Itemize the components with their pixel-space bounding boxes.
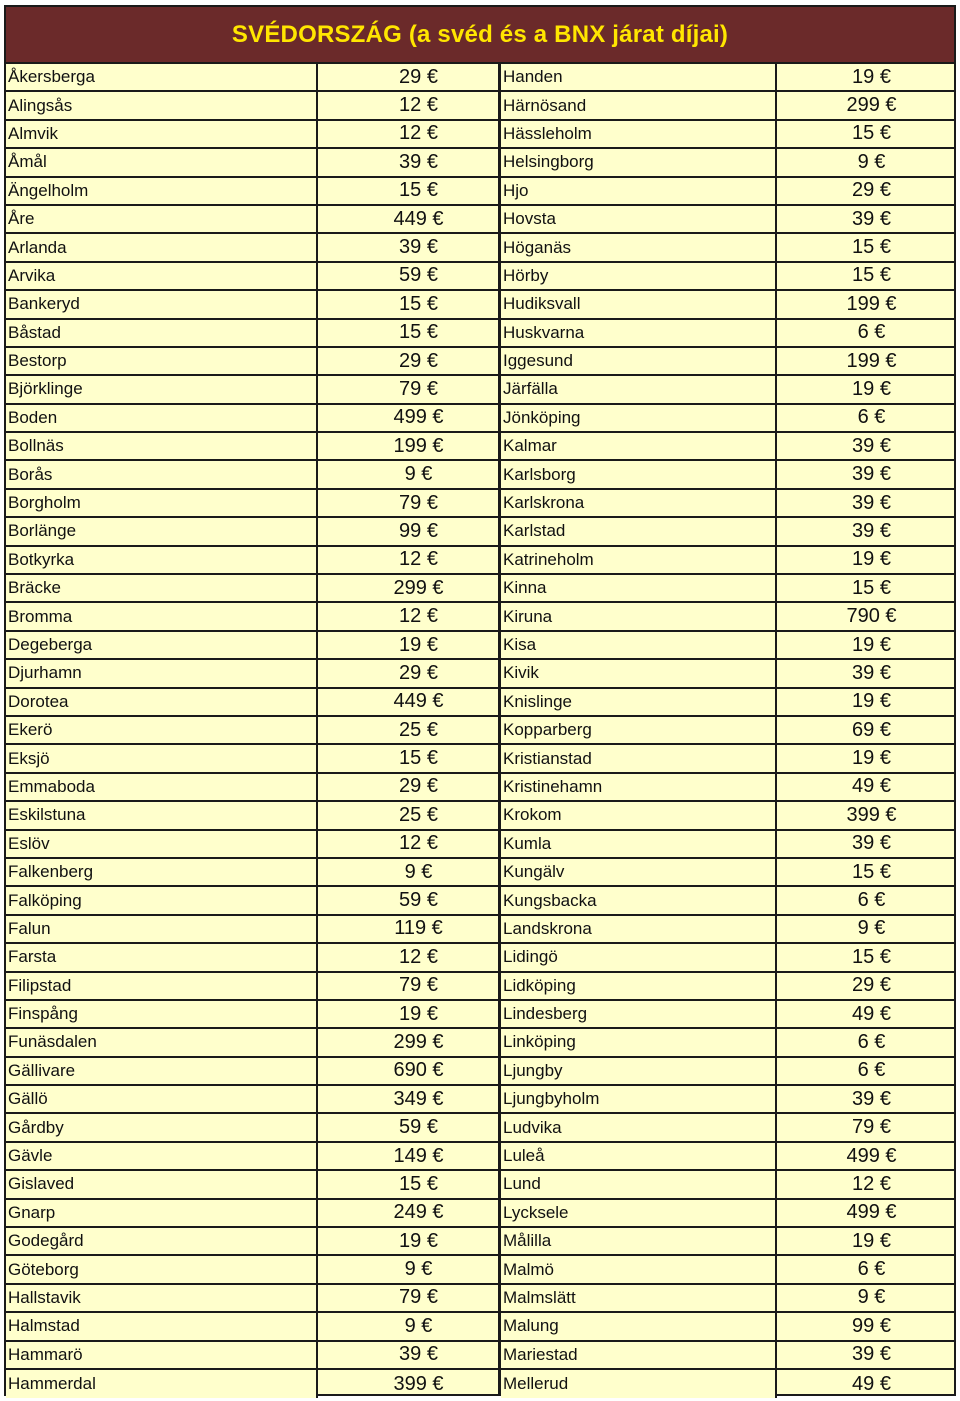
fare-price: 9 € bbox=[404, 1314, 433, 1337]
table-row bbox=[501, 263, 954, 291]
city-name: Dorotea bbox=[6, 689, 318, 715]
fare-price: 25 € bbox=[399, 803, 438, 826]
city-name: Arlanda bbox=[6, 234, 318, 260]
table-row bbox=[501, 717, 954, 745]
fare-price: 15 € bbox=[399, 179, 438, 202]
fare-price: 15 € bbox=[852, 576, 891, 599]
table-row bbox=[501, 660, 954, 688]
city-name: Filipstad bbox=[6, 973, 318, 999]
table-row bbox=[6, 689, 499, 717]
page-title: SVÉDORSZÁG (a svéd és a BNX járat díjai) bbox=[231, 20, 729, 48]
fare-price: 15 € bbox=[852, 122, 891, 145]
table-row bbox=[501, 632, 954, 660]
city-name: Båstad bbox=[6, 320, 318, 346]
city-name: Kungälv bbox=[501, 859, 777, 885]
city-name: Eslöv bbox=[6, 831, 318, 857]
city-name: Kopparberg bbox=[501, 717, 777, 743]
fare-price: 59 € bbox=[399, 889, 438, 912]
city-name: Malung bbox=[501, 1313, 777, 1339]
table-row bbox=[6, 1114, 499, 1142]
table-row bbox=[6, 149, 499, 177]
table-row bbox=[6, 178, 499, 206]
fare-price: 12 € bbox=[399, 122, 438, 145]
table-row bbox=[6, 490, 499, 518]
table-row bbox=[6, 1313, 499, 1341]
city-name: Åmål bbox=[6, 149, 318, 175]
city-name: Kivik bbox=[501, 660, 777, 686]
city-name: Krokom bbox=[501, 802, 777, 828]
city-name: Helsingborg bbox=[501, 149, 777, 175]
city-name: Gislaved bbox=[6, 1171, 318, 1197]
city-name: Botkyrka bbox=[6, 547, 318, 573]
fare-price: 49 € bbox=[852, 775, 891, 798]
table-row bbox=[6, 1058, 499, 1086]
fare-price: 15 € bbox=[852, 236, 891, 259]
table-row bbox=[501, 178, 954, 206]
table-row bbox=[6, 1228, 499, 1256]
city-name: Linköping bbox=[501, 1029, 777, 1055]
fare-price: 29 € bbox=[399, 661, 438, 684]
table-row bbox=[501, 547, 954, 575]
fare-price: 39 € bbox=[399, 150, 438, 173]
city-name: Katrineholm bbox=[501, 547, 777, 573]
fare-price: 249 € bbox=[393, 1201, 444, 1224]
table-row bbox=[501, 1370, 954, 1398]
city-name: Hjo bbox=[501, 178, 777, 204]
fare-price: 99 € bbox=[852, 1314, 891, 1337]
fare-price: 39 € bbox=[852, 491, 891, 514]
table-row bbox=[501, 1200, 954, 1228]
table-row bbox=[501, 348, 954, 376]
fare-price: 49 € bbox=[852, 1372, 891, 1395]
table-row bbox=[6, 774, 499, 802]
table-row bbox=[501, 745, 954, 773]
table-row bbox=[501, 887, 954, 915]
table-row bbox=[501, 1285, 954, 1313]
table-row bbox=[6, 263, 499, 291]
fare-price: 199 € bbox=[393, 434, 444, 457]
fare-price: 15 € bbox=[852, 860, 891, 883]
city-name: Hallstavik bbox=[6, 1285, 318, 1311]
city-name: Bromma bbox=[6, 603, 318, 629]
fare-price: 19 € bbox=[852, 747, 891, 770]
table-row bbox=[501, 433, 954, 461]
fare-price: 9 € bbox=[857, 1286, 886, 1309]
fare-price: 349 € bbox=[393, 1087, 444, 1110]
fare-price: 19 € bbox=[399, 633, 438, 656]
city-name: Huskvarna bbox=[501, 320, 777, 346]
table-row bbox=[501, 461, 954, 489]
fare-price: 399 € bbox=[393, 1372, 444, 1395]
table-row bbox=[501, 603, 954, 631]
fare-price: 29 € bbox=[399, 65, 438, 88]
table-row bbox=[6, 234, 499, 262]
fare-price: 499 € bbox=[393, 406, 444, 429]
city-name: Farsta bbox=[6, 944, 318, 970]
table-row bbox=[6, 575, 499, 603]
fare-price: 19 € bbox=[852, 548, 891, 571]
city-name: Luleå bbox=[501, 1143, 777, 1169]
fare-price: 6 € bbox=[857, 1030, 886, 1053]
city-name: Höganäs bbox=[501, 234, 777, 260]
table-row bbox=[6, 92, 499, 120]
table-row bbox=[6, 1086, 499, 1114]
city-name: Almvik bbox=[6, 121, 318, 147]
city-name: Björklinge bbox=[6, 376, 318, 402]
table-row bbox=[6, 1001, 499, 1029]
table-row bbox=[501, 859, 954, 887]
table-row bbox=[501, 916, 954, 944]
fare-price: 25 € bbox=[399, 718, 438, 741]
table-row bbox=[501, 1001, 954, 1029]
fare-price: 39 € bbox=[852, 463, 891, 486]
fare-price: 119 € bbox=[394, 917, 443, 940]
city-name: Järfälla bbox=[501, 376, 777, 402]
city-name: Ljungbyholm bbox=[501, 1086, 777, 1112]
city-name: Göteborg bbox=[6, 1256, 318, 1282]
city-name: Hässleholm bbox=[501, 121, 777, 147]
city-name: Eksjö bbox=[6, 745, 318, 771]
fare-price: 79 € bbox=[399, 377, 438, 400]
city-name: Borlänge bbox=[6, 518, 318, 544]
fare-price: 9 € bbox=[857, 917, 886, 940]
table-row bbox=[501, 1228, 954, 1256]
fare-price: 6 € bbox=[857, 889, 886, 912]
fare-price: 99 € bbox=[399, 519, 438, 542]
fare-price: 299 € bbox=[846, 94, 897, 117]
fare-price: 39 € bbox=[399, 236, 438, 259]
table-row bbox=[501, 944, 954, 972]
city-name: Alingsås bbox=[6, 92, 318, 118]
fare-price: 199 € bbox=[846, 349, 897, 372]
city-name: Kalmar bbox=[501, 433, 777, 459]
city-name: Lycksele bbox=[501, 1200, 777, 1226]
city-name: Knislinge bbox=[501, 689, 777, 715]
table-row bbox=[501, 405, 954, 433]
city-name: Gällivare bbox=[6, 1058, 318, 1084]
table-row bbox=[501, 206, 954, 234]
city-name: Borgholm bbox=[6, 490, 318, 516]
table-row bbox=[6, 405, 499, 433]
city-name: Målilla bbox=[501, 1228, 777, 1254]
fare-price: 79 € bbox=[399, 974, 438, 997]
city-name: Åre bbox=[6, 206, 318, 232]
fare-price: 39 € bbox=[852, 661, 891, 684]
city-name: Bestorp bbox=[6, 348, 318, 374]
city-name: Gällö bbox=[6, 1086, 318, 1112]
city-name: Ekerö bbox=[6, 717, 318, 743]
city-name: Åkersberga bbox=[6, 64, 318, 90]
table-row bbox=[6, 206, 499, 234]
city-name: Finspång bbox=[6, 1001, 318, 1027]
table-row bbox=[501, 64, 954, 92]
city-name: Kiruna bbox=[501, 603, 777, 629]
city-name: Malmö bbox=[501, 1256, 777, 1282]
table-row bbox=[501, 575, 954, 603]
fare-price: 6 € bbox=[857, 321, 886, 344]
city-name: Hammerdal bbox=[6, 1370, 318, 1398]
city-name: Hammarö bbox=[6, 1342, 318, 1368]
city-name: Karlsborg bbox=[501, 461, 777, 487]
table-row bbox=[6, 1143, 499, 1171]
city-name: Hovsta bbox=[501, 206, 777, 232]
city-name: Gnarp bbox=[6, 1200, 318, 1226]
city-name: Kinna bbox=[501, 575, 777, 601]
fare-price: 449 € bbox=[393, 690, 444, 713]
fare-price: 449 € bbox=[393, 207, 444, 230]
fare-price: 19 € bbox=[852, 633, 891, 656]
fare-price: 499 € bbox=[846, 1201, 897, 1224]
city-name: Gårdby bbox=[6, 1114, 318, 1140]
city-name: Falkenberg bbox=[6, 859, 318, 885]
table-row bbox=[6, 121, 499, 149]
table-row bbox=[6, 348, 499, 376]
table-row bbox=[6, 632, 499, 660]
fare-price: 790 € bbox=[846, 605, 897, 628]
city-name: Kungsbacka bbox=[501, 887, 777, 913]
table-row bbox=[6, 859, 499, 887]
table-row bbox=[501, 518, 954, 546]
table-row bbox=[6, 973, 499, 1001]
right-column bbox=[501, 64, 954, 1398]
table-row bbox=[501, 802, 954, 830]
fare-price: 15 € bbox=[852, 945, 891, 968]
table-row bbox=[501, 92, 954, 120]
fare-price: 9 € bbox=[404, 1258, 433, 1281]
city-name: Iggesund bbox=[501, 348, 777, 374]
city-name: Kisa bbox=[501, 632, 777, 658]
table-row bbox=[6, 291, 499, 319]
table-row bbox=[501, 831, 954, 859]
fare-price: 19 € bbox=[399, 1002, 438, 1025]
table-row bbox=[6, 717, 499, 745]
table-row bbox=[6, 461, 499, 489]
table-header bbox=[6, 7, 954, 64]
table-row bbox=[501, 291, 954, 319]
table-row bbox=[6, 1285, 499, 1313]
city-name: Ängelholm bbox=[6, 178, 318, 204]
table-row bbox=[501, 973, 954, 1001]
fare-price: 49 € bbox=[852, 1002, 891, 1025]
fare-price: 12 € bbox=[852, 1172, 891, 1195]
fare-price: 39 € bbox=[399, 1343, 438, 1366]
city-name: Mellerud bbox=[501, 1370, 777, 1398]
city-name: Borås bbox=[6, 461, 318, 487]
table-row bbox=[501, 149, 954, 177]
fare-price: 19 € bbox=[852, 1229, 891, 1252]
table-row bbox=[6, 320, 499, 348]
table-row bbox=[501, 1256, 954, 1284]
table-row bbox=[501, 1171, 954, 1199]
table-row bbox=[501, 490, 954, 518]
table-row bbox=[6, 887, 499, 915]
city-name: Karlstad bbox=[501, 518, 777, 544]
fare-price: 299 € bbox=[393, 576, 444, 599]
city-name: Godegård bbox=[6, 1228, 318, 1254]
fare-price: 69 € bbox=[852, 718, 891, 741]
table-row bbox=[6, 1200, 499, 1228]
city-name: Landskrona bbox=[501, 916, 777, 942]
city-name: Lindesberg bbox=[501, 1001, 777, 1027]
fare-price: 9 € bbox=[404, 860, 433, 883]
city-name: Ljungby bbox=[501, 1058, 777, 1084]
fare-price: 29 € bbox=[399, 349, 438, 372]
city-name: Lidköping bbox=[501, 973, 777, 999]
fare-price: 12 € bbox=[399, 945, 438, 968]
fare-price: 299 € bbox=[393, 1030, 444, 1053]
fare-price: 149 € bbox=[393, 1144, 444, 1167]
city-name: Falun bbox=[6, 916, 318, 942]
fare-price: 15 € bbox=[399, 1172, 438, 1195]
city-name: Kristianstad bbox=[501, 745, 777, 771]
table-row bbox=[6, 660, 499, 688]
fare-price: 12 € bbox=[399, 832, 438, 855]
fare-price: 15 € bbox=[852, 264, 891, 287]
table-row bbox=[6, 376, 499, 404]
price-table bbox=[4, 5, 956, 1396]
city-name: Ludvika bbox=[501, 1114, 777, 1140]
table-row bbox=[6, 1342, 499, 1370]
city-name: Bräcke bbox=[6, 575, 318, 601]
city-name: Malmslätt bbox=[501, 1285, 777, 1311]
fare-price: 29 € bbox=[852, 974, 891, 997]
fare-price: 9 € bbox=[404, 463, 433, 486]
table-row bbox=[6, 1029, 499, 1057]
table-row bbox=[6, 916, 499, 944]
city-name: Gävle bbox=[6, 1143, 318, 1169]
fare-price: 39 € bbox=[852, 519, 891, 542]
fare-price: 15 € bbox=[399, 747, 438, 770]
city-name: Handen bbox=[501, 64, 777, 90]
table-row bbox=[6, 1256, 499, 1284]
city-name: Hörby bbox=[501, 263, 777, 289]
table-row bbox=[501, 1342, 954, 1370]
fare-price: 39 € bbox=[852, 832, 891, 855]
city-name: Lund bbox=[501, 1171, 777, 1197]
fare-price: 39 € bbox=[852, 434, 891, 457]
table-row bbox=[501, 234, 954, 262]
city-name: Djurhamn bbox=[6, 660, 318, 686]
city-name: Degeberga bbox=[6, 632, 318, 658]
city-name: Kristinehamn bbox=[501, 774, 777, 800]
fare-price: 39 € bbox=[852, 1343, 891, 1366]
fare-price: 29 € bbox=[399, 775, 438, 798]
fare-price: 39 € bbox=[852, 207, 891, 230]
fare-price: 79 € bbox=[399, 1286, 438, 1309]
city-name: Karlskrona bbox=[501, 490, 777, 516]
city-name: Arvika bbox=[6, 263, 318, 289]
fare-price: 6 € bbox=[857, 406, 886, 429]
city-name: Mariestad bbox=[501, 1342, 777, 1368]
fare-price: 499 € bbox=[846, 1144, 897, 1167]
table-row bbox=[6, 1171, 499, 1199]
table-row bbox=[501, 1058, 954, 1086]
fare-price: 79 € bbox=[852, 1116, 891, 1139]
city-name: Halmstad bbox=[6, 1313, 318, 1339]
table-row bbox=[6, 603, 499, 631]
city-name: Hudiksvall bbox=[501, 291, 777, 317]
city-name: Funäsdalen bbox=[6, 1029, 318, 1055]
table-row bbox=[501, 320, 954, 348]
fare-price: 59 € bbox=[399, 264, 438, 287]
table-row bbox=[6, 831, 499, 859]
table-row bbox=[501, 689, 954, 717]
table-row bbox=[501, 1086, 954, 1114]
fare-price: 19 € bbox=[852, 690, 891, 713]
fare-price: 12 € bbox=[399, 94, 438, 117]
table-row bbox=[6, 802, 499, 830]
fare-price: 690 € bbox=[393, 1059, 444, 1082]
left-column bbox=[6, 64, 499, 1398]
fare-price: 79 € bbox=[399, 491, 438, 514]
fare-price: 199 € bbox=[846, 292, 897, 315]
table-row bbox=[501, 774, 954, 802]
fare-price: 6 € bbox=[857, 1059, 886, 1082]
fare-price: 19 € bbox=[852, 65, 891, 88]
fare-price: 19 € bbox=[399, 1229, 438, 1252]
table-row bbox=[6, 433, 499, 461]
city-name: Lidingö bbox=[501, 944, 777, 970]
fare-price: 6 € bbox=[857, 1258, 886, 1281]
city-name: Emmaboda bbox=[6, 774, 318, 800]
city-name: Jönköping bbox=[501, 405, 777, 431]
fare-price: 15 € bbox=[399, 292, 438, 315]
fare-price: 39 € bbox=[852, 1087, 891, 1110]
table-row bbox=[501, 121, 954, 149]
fare-price: 29 € bbox=[852, 179, 891, 202]
fare-price: 19 € bbox=[852, 377, 891, 400]
table-row bbox=[6, 547, 499, 575]
table-row bbox=[6, 518, 499, 546]
fare-price: 12 € bbox=[399, 548, 438, 571]
fare-price: 9 € bbox=[857, 150, 886, 173]
table-row bbox=[6, 64, 499, 92]
city-name: Härnösand bbox=[501, 92, 777, 118]
city-name: Eskilstuna bbox=[6, 802, 318, 828]
fare-price: 15 € bbox=[399, 321, 438, 344]
city-name: Boden bbox=[6, 405, 318, 431]
fare-price: 399 € bbox=[846, 803, 897, 826]
city-name: Bollnäs bbox=[6, 433, 318, 459]
table-row bbox=[6, 745, 499, 773]
fare-price: 59 € bbox=[399, 1116, 438, 1139]
city-name: Falköping bbox=[6, 887, 318, 913]
city-name: Kumla bbox=[501, 831, 777, 857]
table-row bbox=[6, 944, 499, 972]
table-row bbox=[6, 1370, 499, 1398]
table-row bbox=[501, 376, 954, 404]
table-row bbox=[501, 1114, 954, 1142]
table-row bbox=[501, 1029, 954, 1057]
city-name: Bankeryd bbox=[6, 291, 318, 317]
fare-price: 12 € bbox=[399, 605, 438, 628]
table-row bbox=[501, 1143, 954, 1171]
table-row bbox=[501, 1313, 954, 1341]
